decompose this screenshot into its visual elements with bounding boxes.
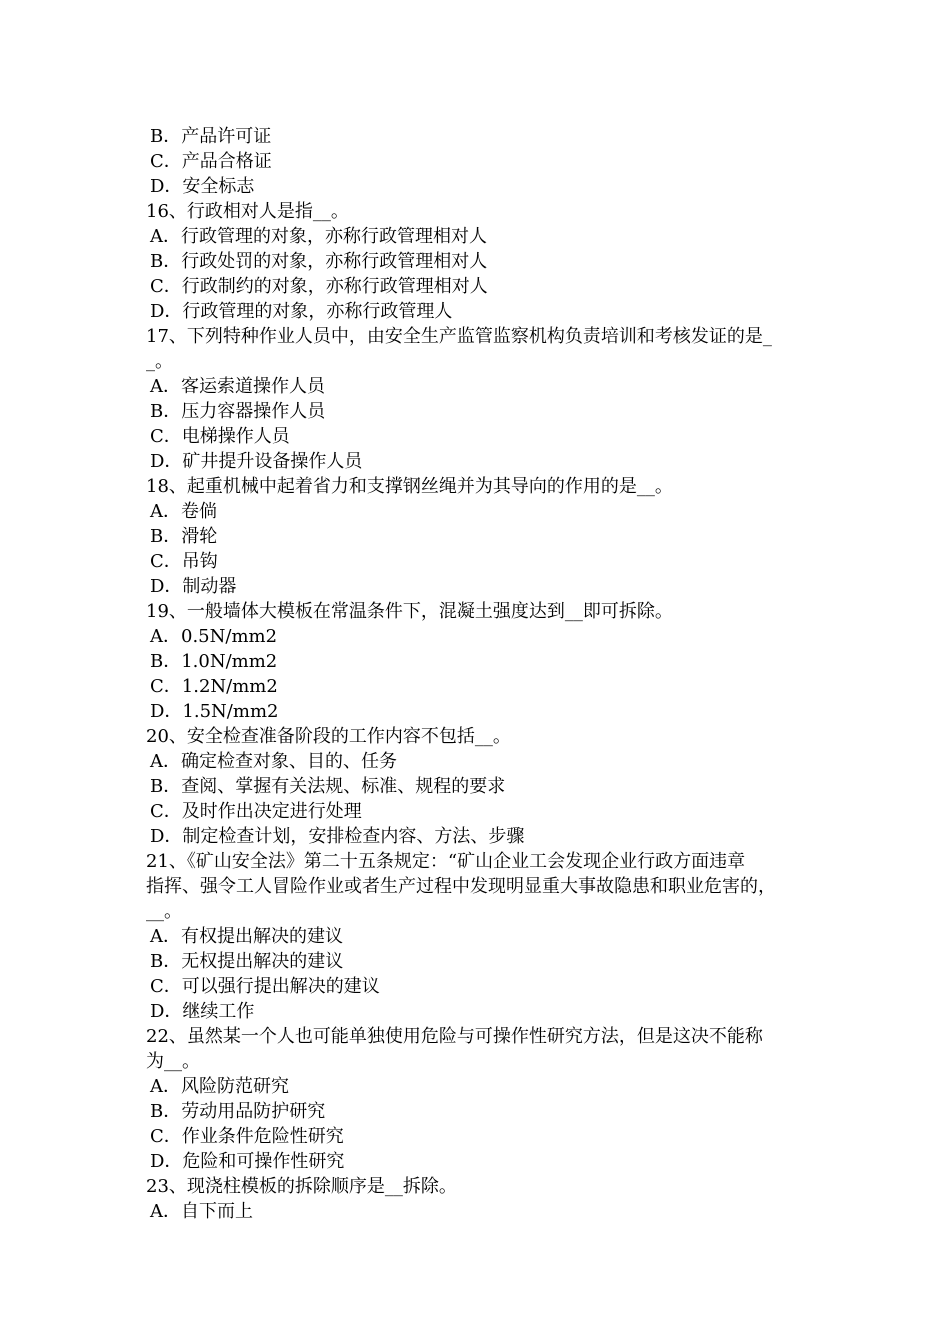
option-line: C．产品合格证 <box>150 151 272 172</box>
option-line: A．0.5N/mm2 <box>150 626 278 647</box>
option-line: B．劳动用品防护研究 <box>150 1101 326 1122</box>
question-line: 17、下列特种作业人员中，由安全生产监管监察机构负责培训和考核发证的是_ <box>146 326 772 347</box>
question-list <box>146 124 816 1224</box>
option-line: B．查阅、掌握有关法规、标准、规程的要求 <box>150 776 506 797</box>
option-line: A．风险防范研究 <box>150 1076 289 1097</box>
option-line: D．矿井提升设备操作人员 <box>150 451 363 472</box>
option-line: D．制动器 <box>150 576 237 597</box>
option-line: A．行政管理的对象，亦称行政管理相对人 <box>150 226 487 247</box>
question-line: 19、一般墙体大模板在常温条件下，混凝土强度达到__即可拆除。 <box>146 601 673 622</box>
option-line: B．1.0N/mm2 <box>150 651 278 672</box>
option-line: A．自下而上 <box>150 1201 253 1222</box>
option-line: B．滑轮 <box>150 526 218 547</box>
question-line: 23、现浇柱模板的拆除顺序是__拆除。 <box>146 1176 457 1197</box>
question-line: 20、安全检查准备阶段的工作内容不包括__。 <box>146 726 511 747</box>
question-line: 指挥、强令工人冒险作业或者生产过程中发现明显重大事故隐患和职业危害的， <box>146 876 776 897</box>
option-line: A．确定检查对象、目的、任务 <box>150 751 397 772</box>
question-line: _。 <box>146 351 173 372</box>
option-line: C．行政制约的对象，亦称行政管理相对人 <box>150 276 488 297</box>
option-line: C．及时作出决定进行处理 <box>150 801 362 822</box>
question-line: 16、行政相对人是指__。 <box>146 201 349 222</box>
question-line: 21、《矿山安全法》第二十五条规定：“矿山企业工会发现企业行政方面违章 <box>146 851 746 872</box>
option-line: D．制定检查计划，安排检查内容、方法、步骤 <box>150 826 525 847</box>
question-line: 为__。 <box>146 1051 200 1072</box>
option-line: D．1.5N/mm2 <box>150 701 279 722</box>
option-line: B．产品许可证 <box>150 126 272 147</box>
option-line: A．客运索道操作人员 <box>150 376 325 397</box>
option-line: D．危险和可操作性研究 <box>150 1151 345 1172</box>
option-line: C．作业条件危险性研究 <box>150 1126 344 1147</box>
option-line: B．无权提出解决的建议 <box>150 951 344 972</box>
option-line: D．行政管理的对象，亦称行政管理人 <box>150 301 453 322</box>
option-line: C．电梯操作人员 <box>150 426 290 447</box>
option-line: D．继续工作 <box>150 1001 255 1022</box>
option-line: A．有权提出解决的建议 <box>150 926 343 947</box>
question-line: 18、起重机械中起着省力和支撑钢丝绳并为其导向的作用的是__。 <box>146 476 673 497</box>
option-line: B．压力容器操作人员 <box>150 401 326 422</box>
option-line: C．1.2N/mm2 <box>150 676 278 697</box>
option-line: C．可以强行提出解决的建议 <box>150 976 380 997</box>
option-line: D．安全标志 <box>150 176 255 197</box>
question-line: __。 <box>146 901 182 922</box>
option-line: A．卷倘 <box>150 501 217 522</box>
question-line: 22、虽然某一个人也可能单独使用危险与可操作性研究方法，但是这决不能称 <box>146 1026 763 1047</box>
option-line: C．吊钩 <box>150 551 218 572</box>
option-line: B．行政处罚的对象，亦称行政管理相对人 <box>150 251 488 272</box>
